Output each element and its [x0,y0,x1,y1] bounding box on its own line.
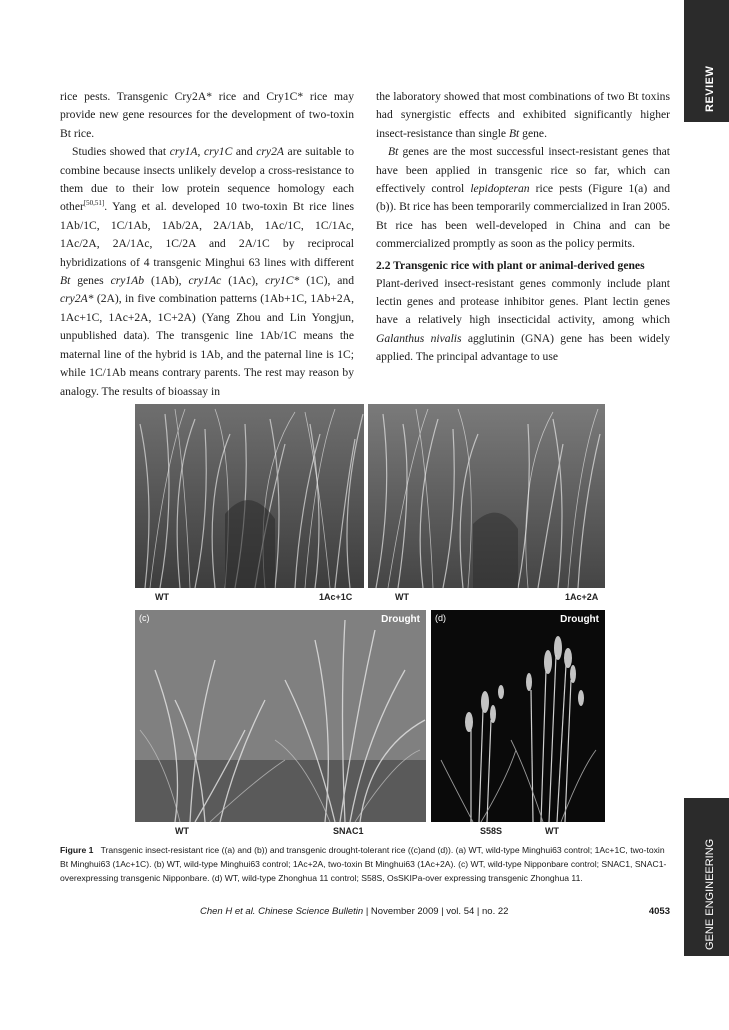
page-footer [200,906,670,917]
panel-d-label-left: S58S [480,826,503,836]
panel-c-tag: Drought [381,614,420,625]
figure-panel-a [135,404,364,588]
panel-a-label-right: 1Ac+1C [319,592,353,602]
caption-text: Transgenic insect-resistant rice ((a) and (b)) and transgenic drought-tolerant rice ((c)and (d)). (a) WT, wild-type Minghui63 control; 1Ac+1C, two-toxin Bt Minghui63 (1Ac+1C). (b) WT, wild-type Minghui63 control; 1Ac+2A, two-toxin Bt Minghui63 (1Ac+2A). (c) WT, wild-type Nipponbare control; SNAC1, SNAC1-overexpressing transgenic Nipponbare. (d) WT, wild-type Zhonghua 11 control; S58S, OsSKIPa-over expressing transgenic Zhonghua 11. [60,845,667,883]
paragraph: rice pests. Transgenic Cry2A* rice and Cry1C* rice may provide new gene resources for the development of two-toxin Bt rice. [60,90,354,140]
figure-caption [60,843,672,885]
rice-plants-photo [135,610,426,822]
panel-d-label-right: WT [545,826,559,836]
paragraph: Studies showed that cry1A, cry1C and cry2A are suitable to combine because insects unlikely develop a cross-resistance to them due to their low protein sequence homology each other[50,51]. Yang et al. developed 10 two-toxin Bt rice lines 1Ab/1C, 1C/1Ab, 1Ab/2A, 2A/1Ab, 1Ac/1C, 1C/1Ac, 1Ac/2A, 2A/1Ac, 1C/2A and 2A/1C by reciprocal hybridizations of 4 transgenic Minghui 63 lines with different Bt genes cry1Ab (1Ab), cry1Ac (1Ac), cry1C* (1C), and cry2A* (2A), in five combination patterns (1Ab+1C, 1Ab+2A, 1Ac+1C, 1Ac+2A, 1C+2A) (Yang Zhou and Lin Yongjun, unpublished data). The transgenic line 1Ab/1C means the maternal line of the hybrid is 1Ab, and the paternal line is 1C; while 1C/1Ab means contrary parents. The rest may reason by analogy. The results of bioassay in [60,145,355,398]
section-heading: 2.2 Transgenic rice with plant or animal-derived genes [376,258,645,272]
section-label-review: REVIEW [704,65,716,112]
rice-field-photo [135,404,364,588]
panel-b-label-right: 1Ac+2A [565,592,599,602]
section-tab-review [684,0,729,122]
panel-a-label-left: WT [155,592,169,602]
right-text-column [376,88,670,367]
figure-panel-d [431,610,605,822]
caption-title: Figure 1 [60,845,94,855]
figure-1 [135,404,605,836]
paragraph: the laboratory showed that most combinations of two Bt toxins had synergistic effects and exhibited significantly higher insect-resistance than single Bt gene. [376,90,670,140]
left-text-column [60,88,354,401]
citation-ref: [50,51] [83,199,105,208]
paragraph: Plant-derived insect-resistant genes commonly include plant lectin genes and protease inhibitor genes. Plant lectin genes have a relatively high insecticidal activity, among which Galanthus nivalis agglutinin (GNA) gene has been widely applied. The principal advantage to use [376,276,670,364]
panel-c-label-left: WT [175,826,189,836]
page-number: 4053 [648,906,670,917]
panel-c-label-right: SNAC1 [333,826,364,836]
figure-panel-c [135,610,426,822]
panel-d-label: (d) [435,613,446,623]
footer-citation: Chen H et al. Chinese Science Bulletin [200,906,364,917]
panel-b-label-left: WT [395,592,409,602]
section-label-gene-engineering: GENE ENGINEERING [704,838,716,950]
rice-field-photo [368,404,605,588]
figure-panel-b [368,404,605,588]
panel-c-label: (c) [139,613,150,623]
section-tab-gene-engineering [684,798,729,956]
rice-panicles-photo [431,610,605,822]
paragraph: Bt genes are the most successful insect-resistant genes that have been applied in transgenic rice so far, which can effectively control lepidopteran rice pests (Figure 1(a) and (b)). Bt rice has been temporarily commercialized in Iran 2005. Bt rice has been well-developed in China and can be commercialized promptly as soon as the policy permits. [376,145,670,251]
panel-d-tag: Drought [560,614,599,625]
footer-issue: | November 2009 | vol. 54 | no. 22 [363,906,509,917]
